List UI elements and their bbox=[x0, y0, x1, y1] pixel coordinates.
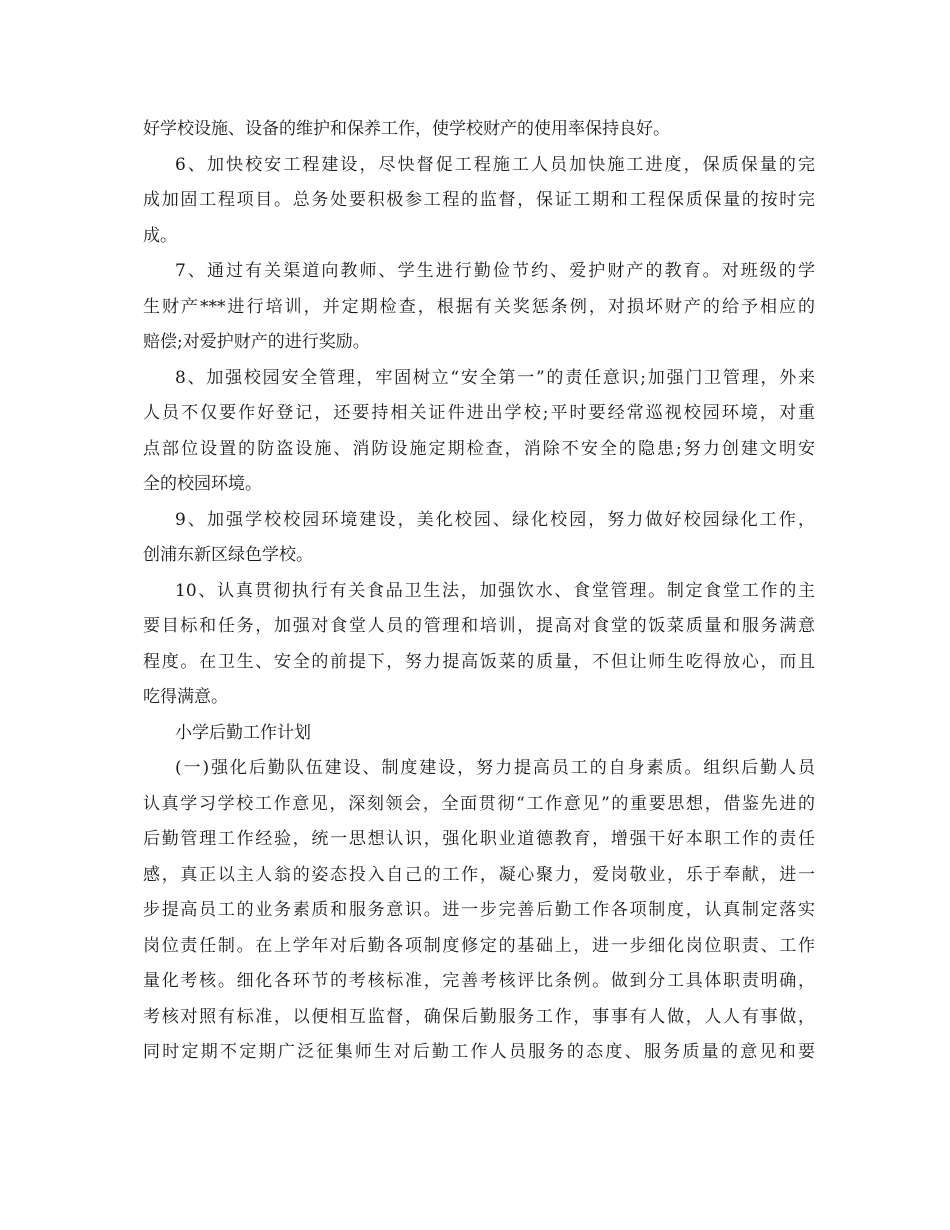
text-line: 6、加快校安工程建设，尽快督促工程施工人员加快施工进度，保质保量的完 bbox=[175, 154, 815, 175]
text-line: 要目标和任务，加强对食堂人员的管理和培训，提高对食堂的饭菜质量和服务满意 bbox=[143, 616, 815, 636]
text-line: 人员不仅要作好登记，还要持相关证件进出学校;平时要经常巡视校园环境，对重 bbox=[143, 403, 815, 423]
document-body bbox=[143, 112, 815, 1071]
text-line: 同时定期不定期广泛征集师生对后勤工作人员服务的态度、服务质量的意见和要 bbox=[143, 1042, 815, 1062]
text-line: 步提高员工的业务素质和服务意识。进一步完善后勤工作各项制度，认真制定落实 bbox=[143, 900, 815, 920]
text-line: 岗位责任制。在上学年对后勤各项制度修定的基础上，进一步细化岗位职责、工作 bbox=[143, 935, 815, 956]
text-line: 小学后勤工作计划 bbox=[175, 722, 311, 743]
text-line: 生财产***进行培训，并定期检查，根据有关奖惩条例，对损坏财产的给予相应的 bbox=[143, 296, 815, 317]
text-line: 成加固工程项目。总务处要积极参工程的监督，保证工期和工程保质保量的按时完 bbox=[143, 190, 815, 210]
text-line: 吃得满意。 bbox=[143, 687, 228, 707]
text-line: 感，真正以主人翁的姿态投入自己的工作，凝心聚力，爱岗敬业，乐于奉献，进一 bbox=[143, 864, 815, 885]
text-line: (一)强化后勤队伍建设、制度建设，努力提高员工的自身素质。组织后勤人员 bbox=[175, 758, 815, 778]
text-line: 创浦东新区绿色学校。 bbox=[143, 545, 313, 565]
text-line: 8、加强校园安全管理，牢固树立“安全第一”的责任意识;加强门卫管理，外来 bbox=[175, 367, 815, 388]
text-line: 程度。在卫生、安全的前提下，努力提高饭菜的质量，不但让师生吃得放心，而且 bbox=[143, 651, 815, 672]
text-line: 成。 bbox=[143, 225, 177, 246]
text-line: 考核对照有标准，以便相互监督，确保后勤服务工作，事事有人做，人人有事做， bbox=[143, 1006, 815, 1027]
text-line: 量化考核。细化各环节的考核标准，完善考核评比条例。做到分工具体职责明确， bbox=[143, 971, 815, 991]
text-line: 7、通过有关渠道向教师、学生进行勤俭节约、爱护财产的教育。对班级的学 bbox=[175, 261, 815, 281]
text-line: 全的校园环境。 bbox=[143, 474, 262, 494]
text-line: 点部位设置的防盗设施、消防设施定期检查，消除不安全的隐患;努力创建文明安 bbox=[143, 438, 815, 459]
text-line: 10、认真贯彻执行有关食品卫生法，加强饮水、食堂管理。制定食堂工作的主 bbox=[175, 580, 815, 601]
text-line: 赔偿;对爱护财产的进行奖励。 bbox=[143, 332, 370, 352]
text-line: 认真学习学校工作意见，深刻领会，全面贯彻“工作意见”的重要思想，借鉴先进的 bbox=[143, 793, 815, 814]
text-line: 好学校设施、设备的维护和保养工作，使学校财产的使用率保持良好。 bbox=[143, 119, 670, 139]
text-line: 9、加强学校校园环境建设，美化校园、绿化校园，努力做好校园绿化工作， bbox=[175, 509, 815, 530]
text-line: 后勤管理工作经验，统一思想认识，强化职业道德教育，增强干好本职工作的责任 bbox=[143, 829, 815, 849]
